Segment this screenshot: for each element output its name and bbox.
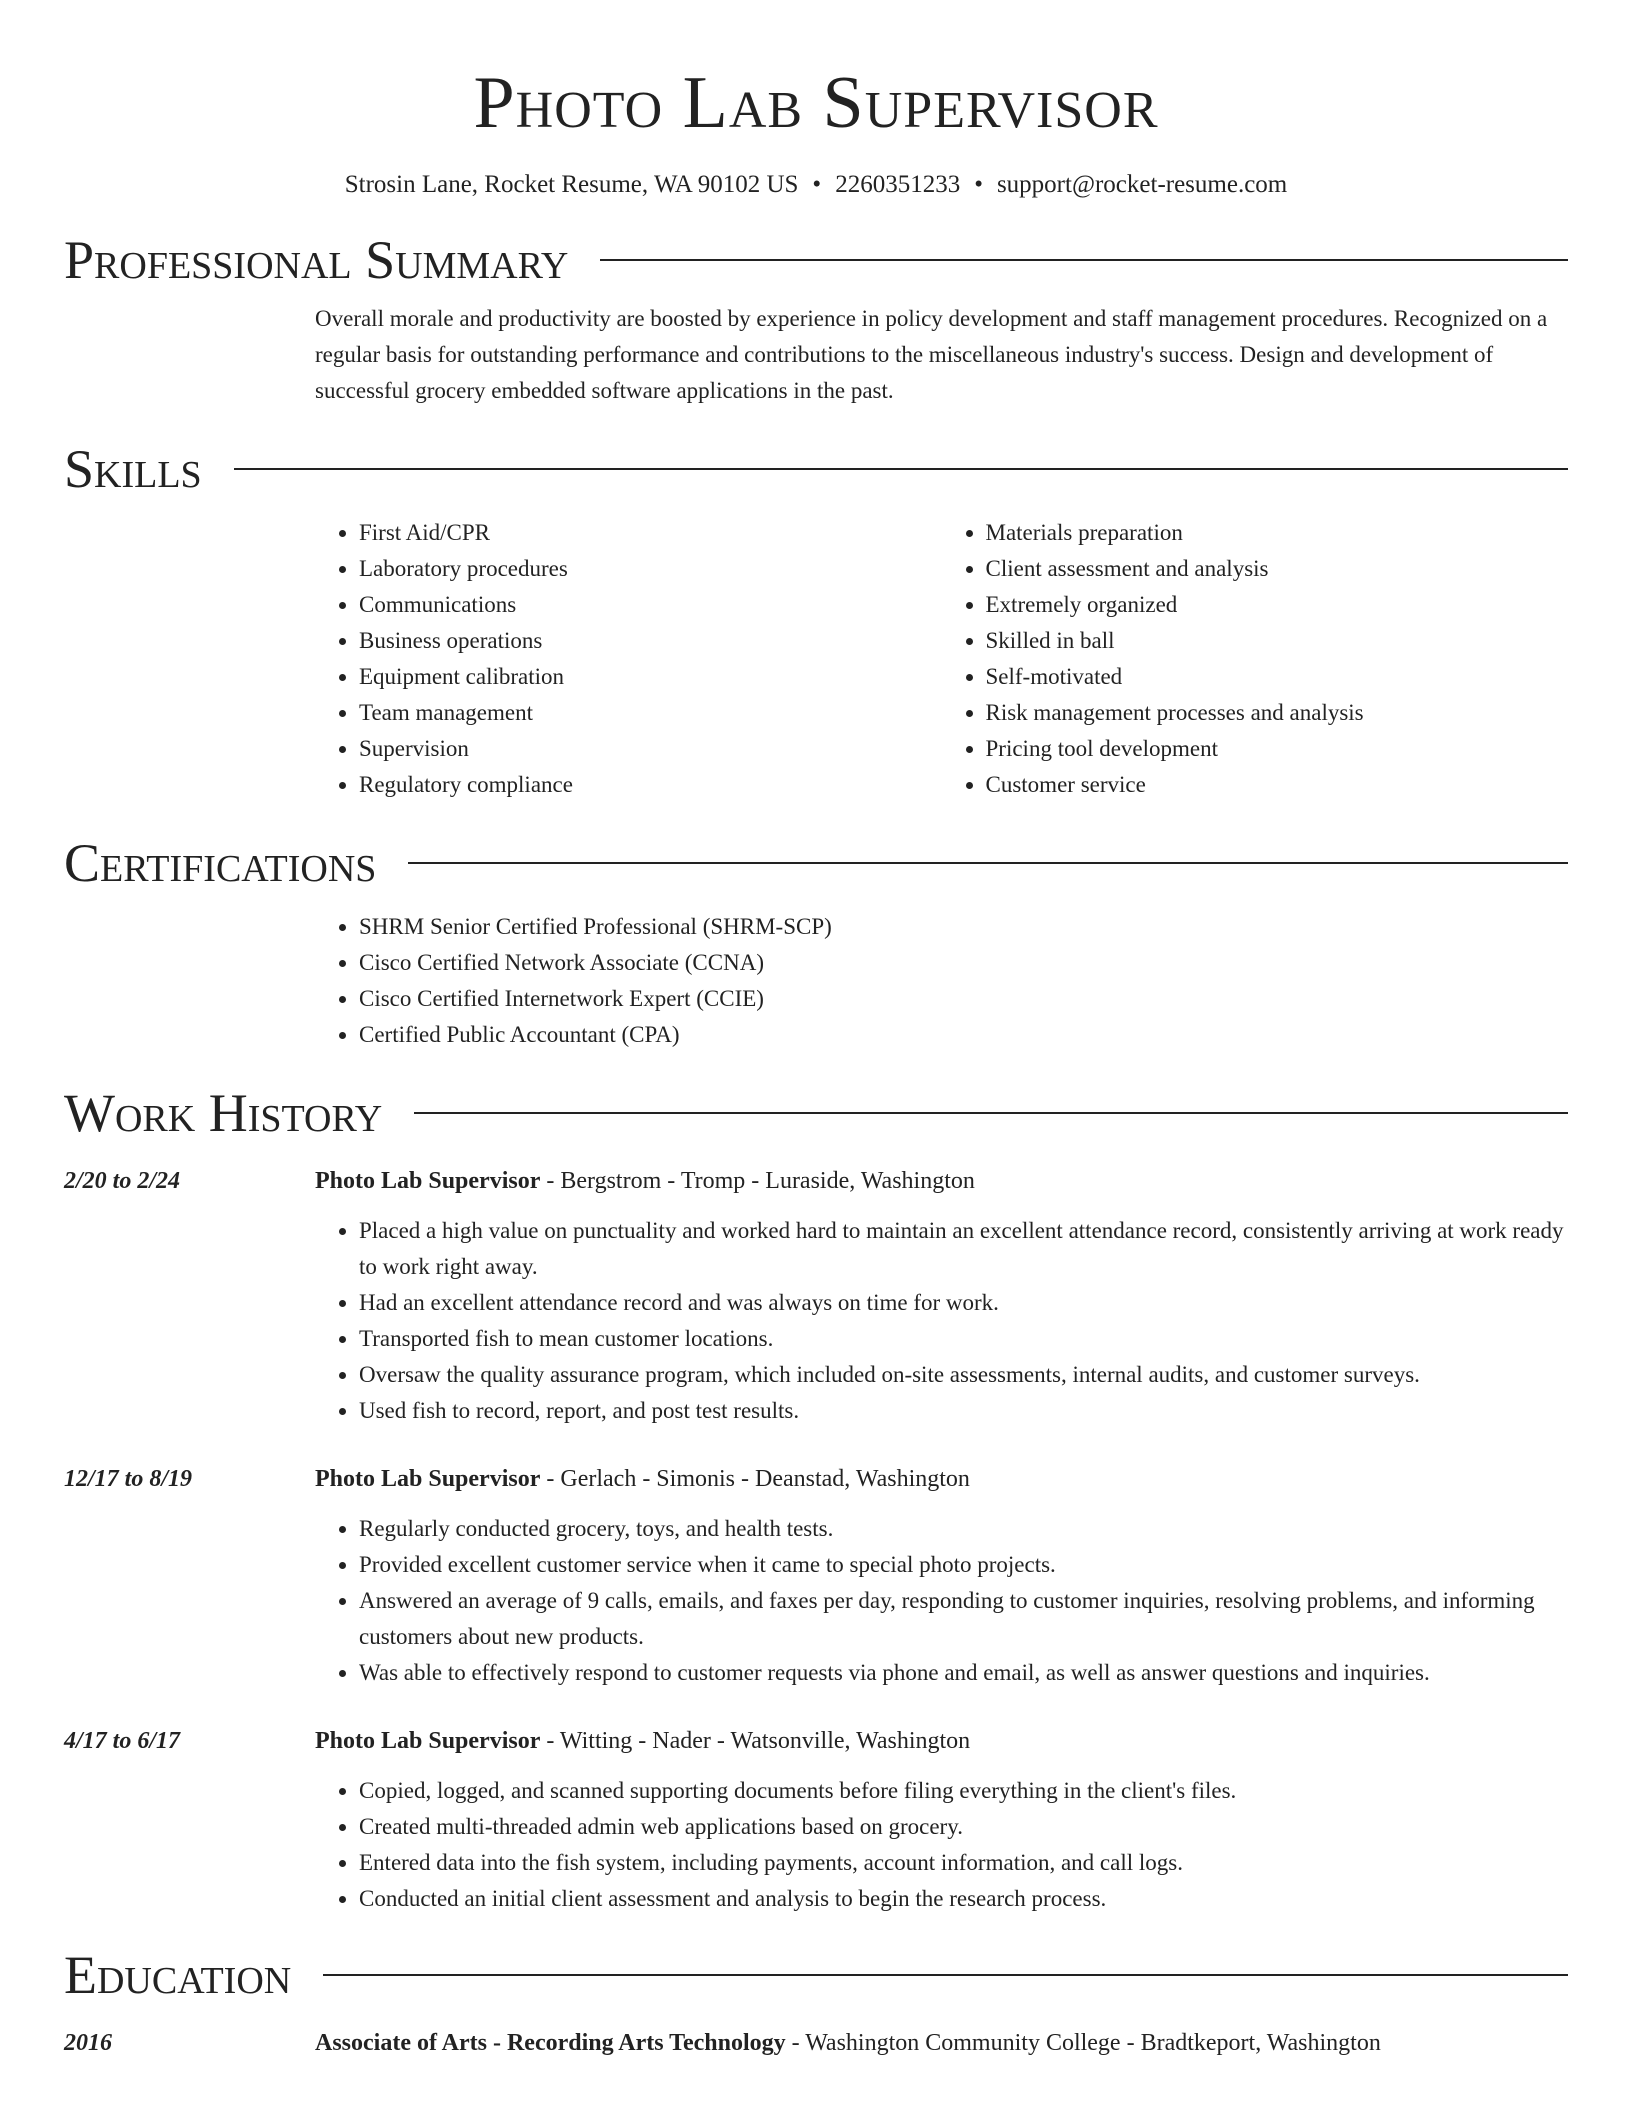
job-title-line bbox=[315, 1723, 1568, 1759]
skill-item: • Business operations bbox=[359, 623, 942, 659]
job-bullet: • Copied, logged, and scanned supporting documents before filing everything in the client's files. bbox=[359, 1773, 1568, 1809]
summary-text: Overall morale and productivity are boosted by experience in policy development and staff management procedures. Recognized on a regular basis for outstanding performance and contributions to the miscellaneous industry's success. Design and development of successful grocery embedded software applications in the past. bbox=[315, 306, 1548, 403]
job-bullet: • Answered an average of 9 calls, emails, and faxes per day, responding to customer inquiries, resolving problems, and informing customers about new products. bbox=[359, 1583, 1568, 1655]
job-company: - Gerlach - Simonis - Deanstad, Washington bbox=[540, 1466, 970, 1492]
section-divider bbox=[234, 468, 1568, 470]
skill-item: • Risk management processes and analysis bbox=[986, 695, 1569, 731]
section-divider bbox=[323, 1974, 1568, 1976]
skill-item: • Team management bbox=[359, 695, 942, 731]
skill-item: • Skilled in ball bbox=[986, 623, 1569, 659]
job-bullets bbox=[315, 1511, 1568, 1691]
job-dates: 4/17 to 6/17 bbox=[64, 1728, 181, 1754]
certifications-content bbox=[315, 909, 1568, 1053]
education-section bbox=[64, 1945, 1568, 2061]
education-title: Education bbox=[64, 1945, 292, 2005]
job-company: - Bergstrom - Tromp - Luraside, Washington bbox=[540, 1168, 975, 1194]
section-divider bbox=[408, 862, 1568, 864]
certification-item: • Cisco Certified Network Associate (CCNA) bbox=[359, 945, 1568, 981]
contact-separator: • bbox=[974, 171, 983, 198]
summary-title: Professional Summary bbox=[64, 230, 569, 290]
skill-item: • Regulatory compliance bbox=[359, 767, 942, 803]
skill-item: • Client assessment and analysis bbox=[986, 551, 1569, 587]
job-dates: 2/20 to 2/24 bbox=[64, 1168, 181, 1194]
contact-address: Strosin Lane, Rocket Resume, WA 90102 US bbox=[344, 171, 799, 198]
work-title: Work History bbox=[64, 1083, 383, 1143]
job-bullet: • Transported fish to mean customer locations. bbox=[359, 1321, 1568, 1357]
certification-item: • SHRM Senior Certified Professional (SHRM-SCP) bbox=[359, 909, 1568, 945]
skill-item: • Pricing tool development bbox=[986, 731, 1569, 767]
job-title-line bbox=[315, 1461, 1568, 1497]
skills-grid bbox=[315, 515, 1568, 803]
skills-title: Skills bbox=[64, 439, 202, 499]
skills-section bbox=[64, 439, 1568, 803]
job-bullet: • Oversaw the quality assurance program, which included on-site assessments, internal audits, and customer surveys. bbox=[359, 1357, 1568, 1393]
skill-item: • First Aid/CPR bbox=[359, 515, 942, 551]
certifications-section bbox=[64, 833, 1568, 1053]
job-title-line bbox=[315, 1163, 1568, 1199]
resume-page bbox=[64, 0, 1568, 2061]
work-entries bbox=[64, 1163, 1568, 1917]
contact-phone: 2260351233 bbox=[835, 171, 961, 198]
certifications-list bbox=[315, 909, 1568, 1053]
skill-item: • Laboratory procedures bbox=[359, 551, 942, 587]
skills-list-left bbox=[315, 515, 942, 803]
contact-separator: • bbox=[812, 171, 822, 198]
education-school: - Washington Community College - Bradtkeport, Washington bbox=[785, 2030, 1381, 2056]
skills-heading-row bbox=[64, 439, 1568, 499]
job-bullet: • Placed a high value on punctuality and worked hard to maintain an excellent attendance record, consistently arriving at work ready to work right away. bbox=[359, 1213, 1568, 1285]
job-bullet: • Created multi-threaded admin web applications based on grocery. bbox=[359, 1809, 1568, 1845]
section-divider bbox=[414, 1112, 1568, 1114]
job-entry bbox=[64, 1461, 1568, 1691]
skill-item: • Supervision bbox=[359, 731, 942, 767]
summary-heading-row bbox=[64, 230, 1568, 290]
job-entry bbox=[64, 1163, 1568, 1429]
job-role: Photo Lab Supervisor bbox=[315, 1168, 541, 1194]
job-role: Photo Lab Supervisor bbox=[315, 1728, 541, 1754]
certifications-heading-row bbox=[64, 833, 1568, 893]
job-details bbox=[315, 1461, 1568, 1691]
section-divider bbox=[600, 259, 1568, 261]
job-details bbox=[315, 1723, 1568, 1917]
education-details bbox=[315, 2025, 1568, 2061]
education-degree: Associate of Arts - Recording Arts Technology bbox=[315, 2030, 786, 2056]
contact-email: support@rocket-resume.com bbox=[996, 171, 1288, 198]
job-company: - Witting - Nader - Watsonville, Washington bbox=[540, 1728, 971, 1754]
job-bullets bbox=[315, 1213, 1568, 1429]
job-entry bbox=[64, 1723, 1568, 1917]
certification-item: • Certified Public Accountant (CPA) bbox=[359, 1017, 1568, 1053]
education-entries bbox=[64, 2025, 1568, 2061]
certification-item: • Cisco Certified Internetwork Expert (CCIE) bbox=[359, 981, 1568, 1017]
skill-item: • Equipment calibration bbox=[359, 659, 942, 695]
certifications-title: Certifications bbox=[64, 833, 377, 893]
job-bullets bbox=[315, 1773, 1568, 1917]
skill-item: • Communications bbox=[359, 587, 942, 623]
summary-section bbox=[64, 230, 1568, 409]
skill-item: • Self-motivated bbox=[986, 659, 1569, 695]
job-bullet: • Entered data into the fish system, including payments, account information, and call logs. bbox=[359, 1845, 1568, 1881]
job-bullet: • Provided excellent customer service when it came to special photo projects. bbox=[359, 1547, 1568, 1583]
skills-list-right bbox=[942, 515, 1569, 803]
contact-line bbox=[64, 170, 1568, 200]
education-entry bbox=[64, 2025, 1568, 2061]
work-heading-row bbox=[64, 1083, 1568, 1143]
education-year: 2016 bbox=[64, 2030, 112, 2056]
job-dates: 12/17 to 8/19 bbox=[64, 1466, 193, 1492]
education-heading-row bbox=[64, 1945, 1568, 2005]
job-details bbox=[315, 1163, 1568, 1429]
skill-item: • Materials preparation bbox=[986, 515, 1569, 551]
job-bullet: • Had an excellent attendance record and was always on time for work. bbox=[359, 1285, 1568, 1321]
resume-name: Photo Lab Supervisor bbox=[473, 62, 1159, 144]
job-bullet: • Regularly conducted grocery, toys, and health tests. bbox=[359, 1511, 1568, 1547]
skill-item: • Customer service bbox=[986, 767, 1569, 803]
job-bullet: • Was able to effectively respond to customer requests via phone and email, as well as answer questions and inquiries. bbox=[359, 1655, 1568, 1691]
job-bullet: • Used fish to record, report, and post test results. bbox=[359, 1393, 1568, 1429]
skill-item: • Extremely organized bbox=[986, 587, 1569, 623]
job-bullet: • Conducted an initial client assessment and analysis to begin the research process. bbox=[359, 1881, 1568, 1917]
work-section bbox=[64, 1083, 1568, 1917]
job-role: Photo Lab Supervisor bbox=[315, 1466, 541, 1492]
